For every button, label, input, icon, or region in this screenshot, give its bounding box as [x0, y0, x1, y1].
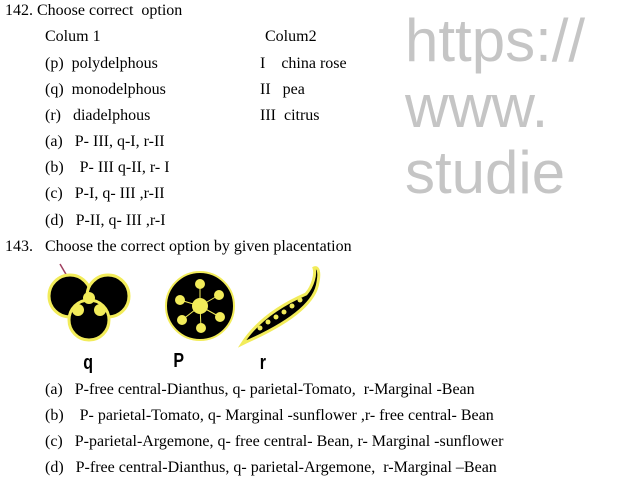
figure-label-p: P: [173, 350, 185, 372]
q142-option[interactable]: (d) P-II, q- III ,r-I: [45, 212, 166, 229]
col2-item: I china rose: [260, 55, 347, 72]
placentation-figure-p: [160, 270, 240, 344]
q142-option[interactable]: (c) P-I, q- III ,r-II: [45, 185, 165, 202]
q143-number: 143.: [5, 238, 33, 255]
watermark-line: https://: [405, 7, 586, 74]
col2-header: Colum2: [265, 28, 317, 45]
placentation-figure-q: [40, 262, 140, 342]
placentation-figure-r: [238, 264, 323, 349]
col2-item: II pea: [260, 81, 305, 98]
watermark-line: studie: [405, 139, 566, 206]
q143-option[interactable]: (c) P-parietal-Argemone, q- free central- Bean, r- Marginal -sunflower: [45, 433, 504, 450]
figure-label-q: q: [83, 352, 93, 374]
watermark-line: www.: [405, 73, 549, 140]
figure-label-r: r: [259, 352, 267, 374]
col1-item: (p) polydelphous: [45, 55, 158, 72]
col1-header: Colum 1: [45, 28, 101, 45]
col1-item: (q) monodelphous: [45, 81, 166, 98]
watermark: [405, 8, 635, 206]
q142-option[interactable]: (a) P- III, q-I, r-II: [45, 133, 165, 150]
q142-prompt: Choose correct option: [37, 2, 183, 19]
q143-option[interactable]: (d) P-free central-Dianthus, q- parietal-Argemone, r-Marginal –Bean: [45, 459, 497, 476]
q143-option[interactable]: (b) P- parietal-Tomato, q- Marginal -sunflower ,r- free central- Bean: [45, 407, 494, 424]
col2-item: III citrus: [260, 107, 320, 124]
q142-number: 142.: [5, 2, 33, 19]
col1-item: (r) diadelphous: [45, 107, 151, 124]
q142-option[interactable]: (b) P- III q-II, r- I: [45, 159, 170, 176]
q143-prompt: Choose the correct option by given placentation: [45, 238, 352, 255]
q143-option[interactable]: (a) P-free central-Dianthus, q- parietal-Tomato, r-Marginal -Bean: [45, 381, 475, 398]
